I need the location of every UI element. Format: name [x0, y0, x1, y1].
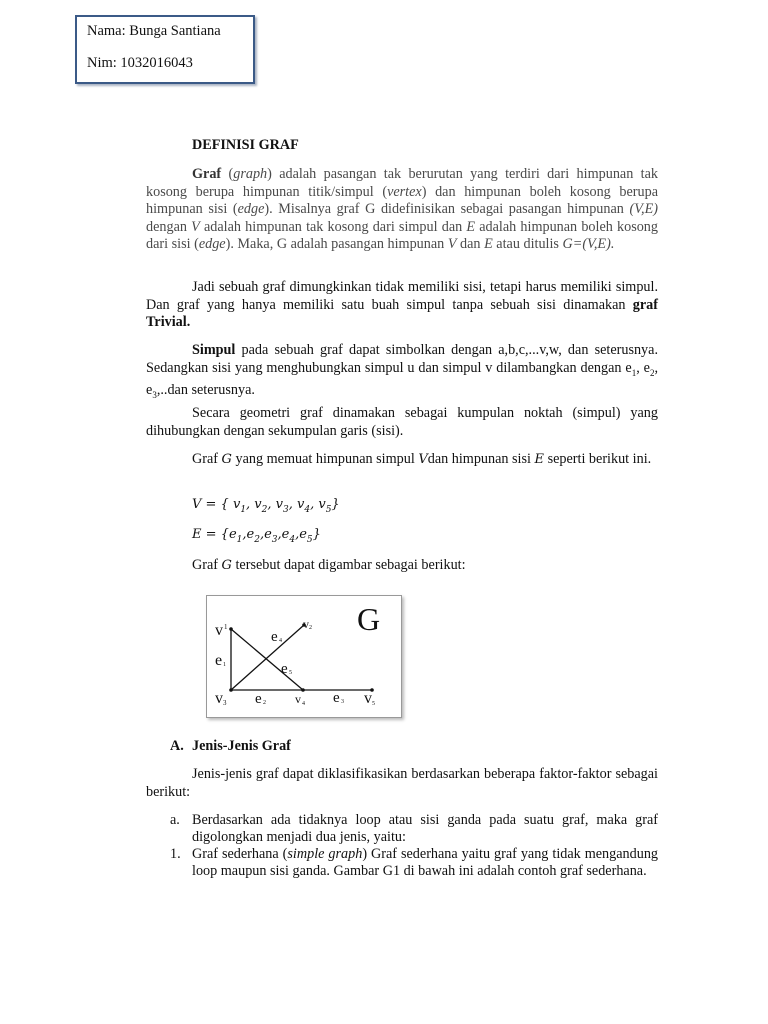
graph-diagram — [207, 596, 401, 717]
label-e4-sub: 4 — [279, 638, 282, 644]
list-item-a: a. Berdasarkan ada tidaknya loop atau sisi ganda pada suatu graf, maka graf digolongkan menjadi dua jenis, yaitu: — [170, 812, 658, 845]
vertex-v3-dot — [229, 688, 233, 692]
label-e2: e — [255, 691, 262, 707]
vertex-v1-dot — [229, 627, 233, 631]
student-nim: Nim: 1032016043 — [87, 55, 193, 71]
student-id-box — [75, 15, 255, 84]
set-e: $E = \{e_1,e_2,e_3,e_4,e_5\}$ — [192, 527, 321, 545]
paragraph-definition: Graf (graph) adalah pasangan tak berurutan yang terdiri dari himpunan tak kosong berupa himpunan titik/simpul (vertex) dan himpunan boleh kosong berupa himpunan sisi (edge). Misalnya graf G didefinisikan sebagai pasangan himpunan (V,E) dengan V adalah himpunan tak kosong dari simpul dan E adalah himpunan boleh kosong dari sisi (edge). Maka, G adalah pasangan himpunan V dan E atau ditulis G=(V,E). — [146, 166, 658, 253]
set-v: V = { $v_1$, $v_2$, $v_3$, $v_4$, $v_5$} — [192, 497, 340, 515]
label-e5-sub: 5 — [289, 670, 292, 676]
list-item-1: 1. Graf sederhana (simple graph) Graf sederhana yaitu graf yang tidak mengandung loop maupun sisi ganda. Gambar G1 di bawah ini adalah contoh graf sederhana. — [170, 846, 659, 879]
paragraph-geometri: Secara geometri graf dinamakan sebagai kumpulan noktah (simpul) yang dihubungkan dengan sekumpulan garis (sisi). — [146, 405, 658, 439]
label-v5-sub: 5 — [372, 701, 375, 707]
paragraph-digambar: Graf G tersebut dapat digambar sebagai berikut: — [192, 557, 466, 573]
page-title: DEFINISI GRAF — [192, 137, 299, 153]
label-v1: v — [215, 622, 223, 639]
label-v4-sub: 4 — [302, 701, 305, 707]
label-v2-sub: 2 — [309, 625, 312, 631]
edge-e4-line — [231, 625, 304, 690]
label-e1-sub: 1 — [223, 662, 226, 668]
section-a-heading: A. Jenis-Jenis Graf — [170, 738, 291, 754]
label-e3: e — [333, 690, 340, 706]
label-v2: v — [303, 617, 309, 631]
label-v3-sub: 3 — [223, 699, 227, 707]
paragraph-jenis: Jenis-jenis graf dapat diklasifikasikan berdasarkan beberapa faktor-faktor sebagai berikut: — [146, 766, 658, 800]
label-e1: e — [215, 652, 223, 669]
paragraph-graf-g: Graf G yang memuat himpunan simpul Vdan himpunan sisi E seperti berikut ini. — [192, 451, 652, 467]
paragraph-trivial: Jadi sebuah graf dimungkinkan tidak memiliki sisi, tetapi harus memiliki simpul. Dan graf yang hanya memiliki satu buah simpul tanpa sebuah sisi dinamakan graf Trivial. — [146, 279, 658, 331]
label-v5: v — [364, 690, 372, 707]
label-v3: v — [215, 690, 223, 707]
label-v1-sub: 1 — [224, 623, 228, 631]
graph-title: G — [357, 601, 381, 637]
label-e3-sub: 3 — [341, 699, 344, 705]
label-e5: e — [281, 661, 288, 677]
label-e2-sub: 2 — [263, 700, 266, 706]
graph-figure — [206, 595, 402, 718]
label-v4: v — [295, 692, 301, 706]
student-name: Nama: Bunga Santiana — [87, 23, 221, 39]
paragraph-simpul: Simpul pada sebuah graf dapat simbolkan dengan a,b,c,...v,w, dan seterusnya. Sedangkan sisi yang menghubungkan simpul u dan simpul v dilambangkan dengan $e_1$, $e_2$, $e_3,..dan$ seterusnya. — [146, 342, 658, 400]
label-e4: e — [271, 629, 278, 645]
vertex-v4-dot — [301, 688, 305, 692]
